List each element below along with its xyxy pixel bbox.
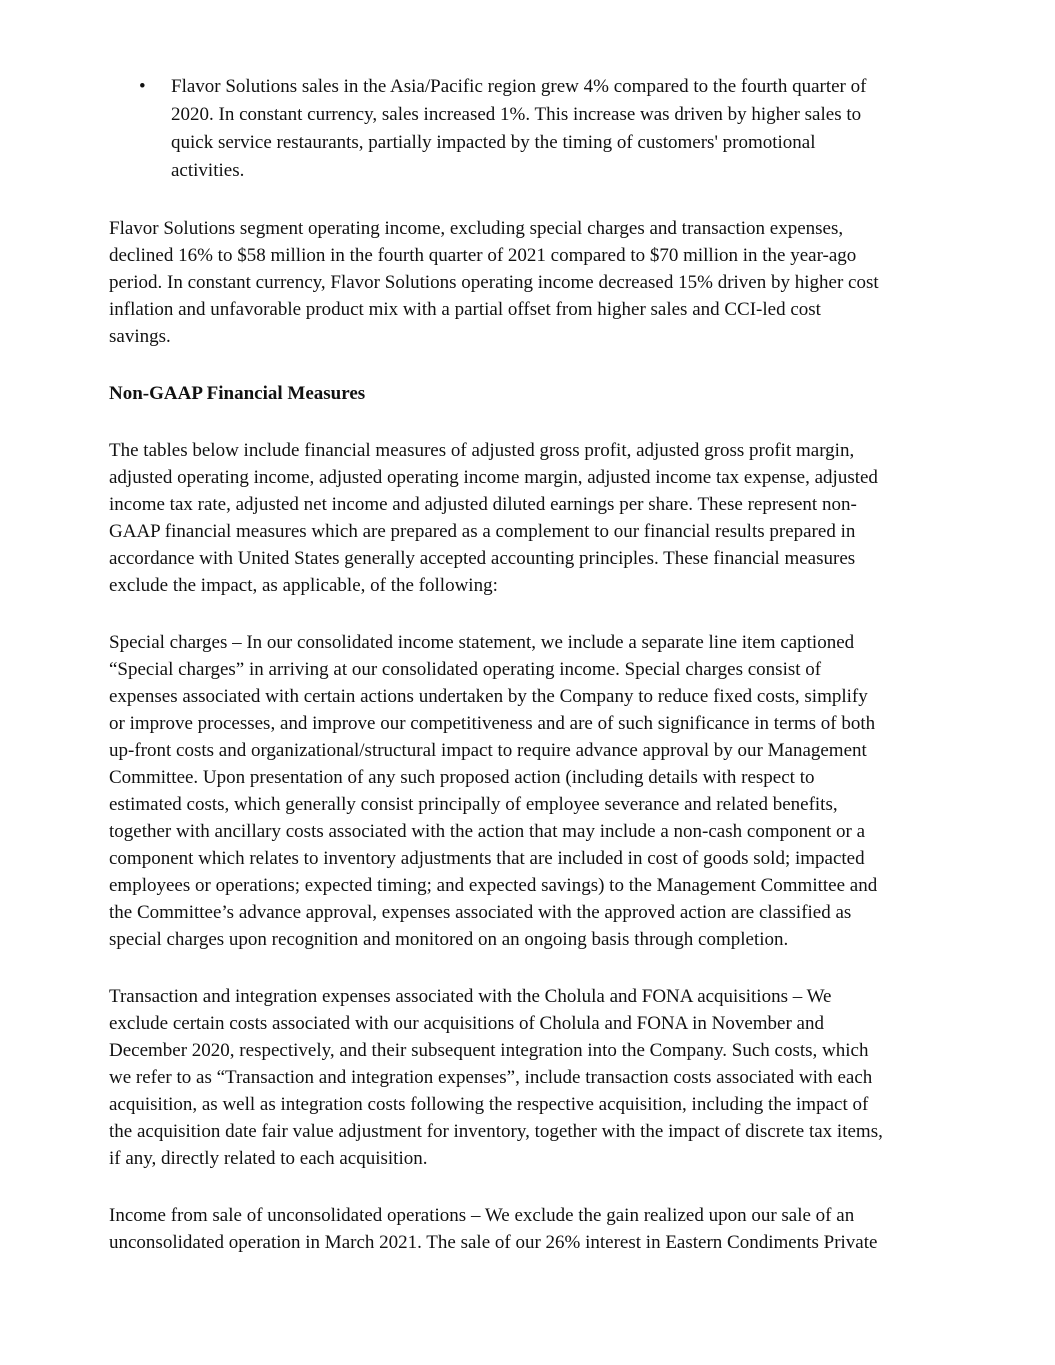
bullet-icon: • [139, 76, 146, 97]
text-line: estimated costs, which generally consist principally of employee severance and related benefits, [109, 794, 838, 815]
text-line: expenses associated with certain actions undertaken by the Company to reduce fixed costs, simplify [109, 686, 868, 707]
text-line: accordance with United States generally accepted accounting principles. These financial measures [109, 548, 856, 569]
text-line: up-front costs and organizational/structural impact to require advance approval by our Management [109, 740, 867, 761]
text-line: adjusted operating income, adjusted operating income margin, adjusted income tax expense, adjusted [109, 467, 878, 488]
text-line: quick service restaurants, partially impacted by the timing of customers' promotional [171, 132, 816, 153]
text-line: GAAP financial measures which are prepared as a complement to our financial results prepared in [109, 521, 856, 542]
paragraph-income-from-sale [109, 1202, 969, 1256]
paragraph-special-charges [109, 629, 969, 953]
text-line: or improve processes, and improve our competitiveness and are of such significance in terms of both [109, 713, 876, 734]
text-line: together with ancillary costs associated with the action that may include a non-cash component or a [109, 821, 866, 842]
text-line: unconsolidated operation in March 2021. The sale of our 26% interest in Eastern Condiments Private [109, 1232, 878, 1253]
text-line: The tables below include financial measures of adjusted gross profit, adjusted gross profit margin, [109, 440, 855, 461]
text-line: income tax rate, adjusted net income and adjusted diluted earnings per share. These represent non- [109, 494, 857, 515]
text-line: Transaction and integration expenses associated with the Cholula and FONA acquisitions – We [109, 986, 832, 1007]
text-line: the acquisition date fair value adjustment for inventory, together with the impact of discrete tax items, [109, 1121, 883, 1142]
paragraph-transaction-expenses [109, 983, 969, 1172]
paragraph-operating-income [109, 215, 969, 350]
text-line: exclude the impact, as applicable, of the following: [109, 575, 498, 596]
section-heading: Non-GAAP Financial Measures [109, 383, 366, 404]
text-line: declined 16% to $58 million in the fourth quarter of 2021 compared to $70 million in the year-ago [109, 245, 857, 266]
text-line: Flavor Solutions segment operating income, excluding special charges and transaction expenses, [109, 218, 844, 239]
text-line: acquisition, as well as integration costs following the respective acquisition, including the impact of [109, 1094, 869, 1115]
text-line: special charges upon recognition and monitored on an ongoing basis through completion. [109, 929, 789, 950]
text-line: exclude certain costs associated with our acquisitions of Cholula and FONA in November and [109, 1013, 824, 1034]
paragraph-non-gaap-intro [109, 437, 969, 599]
text-line: if any, directly related to each acquisition. [109, 1148, 428, 1169]
text-line: inflation and unfavorable product mix with a partial offset from higher sales and CCI-led cost [109, 299, 821, 320]
text-line: 2020. In constant currency, sales increased 1%. This increase was driven by higher sales to [171, 104, 862, 125]
text-line: period. In constant currency, Flavor Solutions operating income decreased 15% driven by higher cost [109, 272, 879, 293]
bullet-asia-pacific [109, 73, 969, 185]
text-line: Committee. Upon presentation of any such proposed action (including details with respect to [109, 767, 815, 788]
text-line: savings. [109, 326, 171, 347]
text-line: activities. [171, 160, 245, 181]
text-line: December 2020, respectively, and their subsequent integration into the Company. Such costs, which [109, 1040, 869, 1061]
text-line: the Committee’s advance approval, expenses associated with the approved action are classified as [109, 902, 852, 923]
text-line: Income from sale of unconsolidated operations – We exclude the gain realized upon our sale of an [109, 1205, 855, 1226]
text-line: we refer to as “Transaction and integration expenses”, include transaction costs associated with each [109, 1067, 873, 1088]
text-line: Flavor Solutions sales in the Asia/Pacific region grew 4% compared to the fourth quarter of [171, 76, 867, 97]
text-line: Special charges – In our consolidated income statement, we include a separate line item captioned [109, 632, 855, 653]
text-line: “Special charges” in arriving at our consolidated operating income. Special charges consist of [109, 659, 822, 680]
text-line: employees or operations; expected timing; and expected savings) to the Management Committee and [109, 875, 878, 896]
text-line: component which relates to inventory adjustments that are included in cost of goods sold; impacted [109, 848, 865, 869]
document-page [109, 73, 969, 1286]
